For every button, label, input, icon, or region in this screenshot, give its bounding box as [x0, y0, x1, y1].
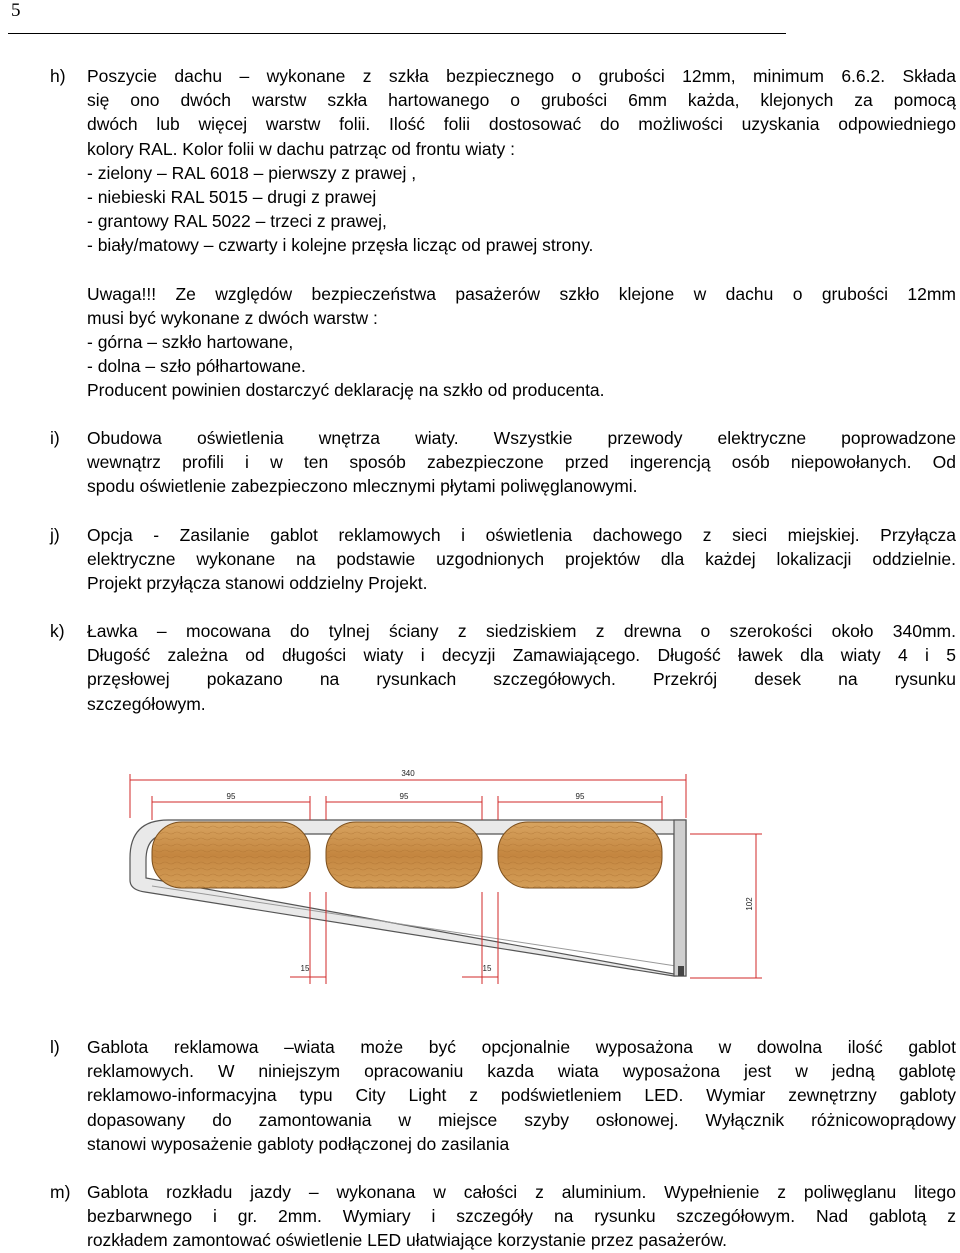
text-line: - niebieski RAL 5015 – drugi z prawej — [87, 187, 377, 208]
page-number: 5 — [11, 0, 21, 21]
dim-plank-3-label: 95 — [575, 792, 585, 801]
text-line: Długość zależna od długości wiaty i decyzji Zamawiającego. Długość ławek dla wiaty 4 i 5 — [87, 645, 956, 666]
text-line: - zielony – RAL 6018 – pierwszy z prawej , — [87, 162, 417, 183]
text-line: przęsłowej pokazano na rysunkach szczegółowych. Przekrój desek na rysunku — [87, 669, 956, 690]
text-line: dopasowany do zamontowania w miejsce szyby osłonowej. Wyłącznik różnicowoprądowy — [87, 1109, 956, 1130]
item-m — [50, 1180, 956, 1253]
item-label: j) — [50, 525, 60, 545]
text-line: Ławka – mocowana do tylnej ściany z siedziskiem z drewna o szerokości około 340mm. — [87, 621, 956, 641]
text-line: - dolna – szło półhartowane. — [87, 356, 306, 377]
bench-section-drawing — [90, 752, 780, 1002]
text-line: kolory RAL. Kolor folii w dachu patrząc od frontu wiaty : — [87, 138, 515, 159]
plank-2 — [326, 822, 482, 888]
dim-plank-1-label: 95 — [226, 792, 236, 801]
text-line: Producent powinien dostarczyć deklarację na szkło od producenta. — [87, 380, 605, 401]
text-line: musi być wykonane z dwóch warstw : — [87, 307, 378, 328]
item-label: m) — [50, 1182, 71, 1202]
text-line: elektryczne wykonane na podstawie uzgodnionych projektów dla każdej lokalizacji oddzielnie. — [87, 549, 956, 570]
text-line: Gablota rozkładu jazdy – wykonana w całości z aluminium. Wypełnienie z poliwęglanu litego — [87, 1182, 956, 1202]
bracket-post — [674, 820, 686, 976]
item-l — [50, 1035, 956, 1156]
item-label: l) — [50, 1037, 60, 1057]
dim-gap-2-label: 15 — [482, 964, 492, 973]
text-line: Projekt przyłącza stanowi oddzielny Projekt. — [87, 573, 428, 594]
warning-note: Uwaga!!! Ze względów bezpieczeństwa pasażerów szkło klejone w dachu o grubości 12mm — [87, 283, 956, 304]
text-line: rozkładem zamontować oświetlenie LED ułatwiające korzystanie przez pasażerów. — [87, 1230, 728, 1251]
dim-gap-1-label: 15 — [300, 964, 310, 973]
text-line: Gablota reklamowa –wiata może być opcjonalnie wyposażona w dowolna ilość gablot — [87, 1037, 956, 1057]
item-label: k) — [50, 621, 65, 641]
dim-plank-2-label: 95 — [399, 792, 409, 801]
text-line: reklamowych. W niniejszym opracowaniu kazda wiata wyposażona jest w jedną gablotę — [87, 1061, 956, 1082]
text-line: - górna – szkło hartowane, — [87, 332, 294, 353]
text-line: dwóch lub więcej warstw folii. Ilość folii dostosować do możliwości uzyskania odpowiedniego — [87, 114, 956, 135]
text-line: reklamowo-informacyjna typu City Light z podświetleniem LED. Wymiar zewnętrzny gabloty — [87, 1085, 956, 1106]
item-h — [50, 64, 956, 403]
item-i — [50, 426, 956, 499]
header-rule — [8, 33, 786, 34]
bench-section-svg — [90, 752, 780, 1002]
item-label: i) — [50, 428, 60, 448]
text-line: spodu oświetlenie zabezpieczono mlecznymi płytami poliwęglanowymi. — [87, 476, 638, 497]
item-k — [50, 619, 956, 716]
dim-height-label: 102 — [745, 897, 754, 911]
text-line: Opcja - Zasilanie gablot reklamowych i oświetlenia dachowego z sieci miejskiej. Przyłącza — [87, 525, 956, 545]
text-line: wewnątrz profili i w ten sposób zabezpieczone przed ingerencją osób niepowołanych. Od — [87, 452, 956, 473]
text-line: szczegółowym. — [87, 693, 206, 714]
dim-total-label: 340 — [401, 769, 415, 778]
text-line: bezbarwnego i gr. 2mm. Wymiary i szczegóły na rysunku szczegółowym. Nad gablotą z — [87, 1206, 956, 1227]
text-line: się ono dwóch warstw szkła hartowanego o grubości 6mm każda, klejonych za pomocą — [87, 90, 956, 111]
item-j — [50, 523, 956, 596]
text-line: - biały/matowy – czwarty i kolejne przęsła licząc od prawej strony. — [87, 235, 594, 256]
plank-3 — [498, 822, 662, 888]
text-line: stanowi wyposażenie gabloty podłączonej do zasilania — [87, 1133, 510, 1154]
text-line: - grantowy RAL 5022 – trzeci z prawej, — [87, 211, 387, 232]
text-line: Obudowa oświetlenia wnętrza wiaty. Wszystkie przewody elektryczne poprowadzone — [87, 428, 956, 448]
text-line: Poszycie dachu – wykonane z szkła bezpiecznego o grubości 12mm, minimum 6.6.2. Składa — [87, 66, 956, 86]
plank-1 — [152, 822, 310, 888]
item-label: h) — [50, 66, 66, 86]
